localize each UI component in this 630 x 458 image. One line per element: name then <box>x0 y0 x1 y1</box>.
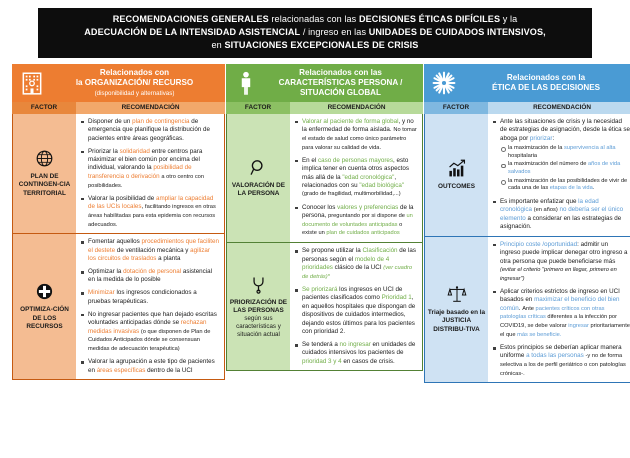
org-factor-header: FACTOR <box>12 102 76 114</box>
recommendation-cell-valoracion-persona <box>290 114 423 242</box>
factor-cell-outcomes <box>424 114 488 236</box>
factor-label: PLAN DE CONTINGEN-CIA TERRITORIAL <box>18 173 71 197</box>
title-line3-b: SITUACIONES EXCEPCIONALES DE CRISIS <box>224 39 419 50</box>
column-header-ethics <box>424 64 630 102</box>
factor-sublabel: según sus características y situación actual <box>236 315 281 338</box>
person-factor-header: FACTOR <box>226 102 290 114</box>
factor-cell-optimizacion-recursos <box>12 234 76 379</box>
list-item: la maximización de la supervivencia al alta hospitalaria <box>500 145 630 160</box>
list-item: Fomentar aquellos procedimientos que faciliten el destete de ventilación mecánica y agilizar los circuitos de traslados a planta <box>80 238 219 263</box>
column-header-ethics-text <box>461 73 630 93</box>
hospital-building-icon <box>15 66 49 100</box>
factor-label: VALORACIÓN DE LA PERSONA <box>231 181 286 197</box>
ethics-header-line2: ÉTICA DE LAS DECISIONES <box>491 82 601 92</box>
recommendation-cell-optimizacion-recursos <box>76 234 225 379</box>
stethoscope-icon <box>249 275 268 294</box>
column-ethics <box>424 64 630 384</box>
list-item: Disponer de un plan de contingencia de emergencia que planifique la distribución de pacientes entre áreas geográficas. <box>80 118 219 143</box>
list-item: En el caso de personas mayores, esto implica tener en cuenta otros aspectos más allá de la "edad cronológica", relacionados con su "edad biológica" (grado de fragilidad, multimorbilidad,...) <box>294 157 417 199</box>
medical-cross-icon <box>35 282 54 301</box>
starburst-icon <box>427 66 461 100</box>
title-line-1 <box>46 13 584 26</box>
list-item: Minimizar los ingresos condicionados a pruebas terapéuticas. <box>80 289 219 306</box>
factor-label: PRIORIZACIÓN DE LAS PERSONAS <box>229 298 288 314</box>
title-line-2 <box>46 26 584 39</box>
list-item: la maximización del número de años de vida salvados <box>500 161 630 176</box>
list-item: Optimizar la dotación de personal asistencial en la medida de lo posible <box>80 268 219 285</box>
list-item: Se priorizará los ingresos en UCI de pacientes clasificados como Prioridad 1, en aquellos hospitales que dispongan de dispositivos de cuidados intermedios, dejando estos últimos para los pacientes con prioridad 2. <box>294 286 417 337</box>
ethics-header-line1: Relacionados con la <box>506 72 586 82</box>
person-header-line1: Relacionados con las <box>299 67 382 77</box>
recommendations-table-page <box>0 8 630 458</box>
factor-cell-priorizacion-personas <box>226 243 290 370</box>
title-line3-a: en <box>211 39 225 50</box>
title-line2-a: ADECUACIÓN DE LA INTENSIDAD ASISTENCIAL <box>84 26 301 37</box>
subheader-person <box>226 102 423 114</box>
list-item: Aplicar criterios estrictos de ingreso en UCI basados en maximizar el beneficio del bien común. Ante pacientes críticos con otras patologías críticas diferentes a la infección por COVID19, se debe valorar ingresar prioritariamente el que más se beneficie. <box>492 288 630 340</box>
recommendation-cell-outcomes <box>488 114 630 236</box>
column-organization <box>12 64 225 384</box>
table-row <box>226 114 423 243</box>
title-line1-c: DECISIONES ÉTICAS DIFÍCILES <box>358 14 501 24</box>
title-line1-d: y la <box>500 14 518 24</box>
title-line-3 <box>46 39 584 52</box>
title-line1-b: relacionadas con las <box>268 14 359 24</box>
table-row <box>226 243 423 371</box>
title-line2-b: / ingreso en las <box>300 26 369 37</box>
org-header-line1: Relacionados con <box>99 67 170 77</box>
ethics-recommendation-header: RECOMENDACIÓN <box>488 102 630 114</box>
factor-cell-plan-contingencia <box>12 114 76 234</box>
list-item: Valorar la agrupación a este tipo de pacientes en áreas específicas dentro de la UCI <box>80 358 219 375</box>
title-line1-a: RECOMENDACIONES GENERALES <box>112 14 269 24</box>
factor-label: OPTIMIZA-CIÓN DE LOS RECURSOS <box>20 306 69 330</box>
magnifier-icon <box>249 158 268 177</box>
person-recommendation-header: RECOMENDACIÓN <box>290 102 423 114</box>
list-item: Ante las situaciones de crisis y la necesidad de estrategias de asignación, desde la ética se aboga por priorizar: la maximización de la supervivencia al alta hospitalaria la maximización del número de años de vida salvados la maximización de las posibilidades de vivir de cada una de las etapas de la vida. <box>492 118 630 193</box>
table-row <box>424 114 630 237</box>
page-title <box>38 8 592 58</box>
list-item: la maximización de las posibilidades de vivir de cada una de las etapas de la vida. <box>500 178 630 193</box>
recommendation-cell-plan-contingencia <box>76 114 225 234</box>
column-header-organization <box>12 64 225 102</box>
globe-icon <box>35 149 54 168</box>
column-person <box>226 64 423 384</box>
list-item: Valorar al paciente de forma global, y no la enfermedad de forma aislada. No tomar el estado de salud como único parámetro para valorar su calidad de vida. <box>294 118 417 153</box>
list-item: Conocer los valores y preferencias de la persona, preguntando por si dispone de un documento de voluntades anticipadas o existe un plan de cuidados anticipados <box>294 204 417 239</box>
column-header-person-text <box>263 68 420 98</box>
factor-label: Triaje basado en la JUSTICIA DISTRIBU-TIVA <box>427 309 486 333</box>
list-item: Estos principios se deberían aplicar manera uniforme a todas las personas -y no de forma selectiva a los de perfil geriátrico o con patologías crónicas-. <box>492 344 630 379</box>
list-item: Valorar la posibilidad de ampliar la capacidad de las UCIs locales, facilitando ingresos en otras áreas habilitadas para esta epidemia con recursos adecuados. <box>80 195 219 230</box>
bar-chart-growth-icon <box>447 159 467 178</box>
factor-cell-justicia-distributiva <box>424 237 488 383</box>
table-row <box>12 114 225 235</box>
factor-cell-valoracion-persona <box>226 114 290 242</box>
list-item: Se tenderá a no ingresar en unidades de cuidados intensivos los pacientes de prioridad 3 y 4 en casos de crisis. <box>294 341 417 366</box>
ethics-factor-header: FACTOR <box>424 102 488 114</box>
factor-label: OUTCOMES <box>438 182 475 190</box>
org-header-sub: (disponibilidad y alternativas) <box>94 89 175 97</box>
scales-justice-icon <box>447 285 467 304</box>
list-item: Principio coste /oportunidad: admitir un ingreso puede implicar denegar otro ingreso a otra persona que puede beneficiarse más (evitar el criterio "primero en llegar, primero en ingresar") <box>492 241 630 284</box>
list-item: Es importante enfatizar que la edad cronológica (en años) no debería ser el único elemento a considerar en las estrategias de asignación. <box>492 198 630 232</box>
recommendation-cell-justicia-distributiva <box>488 237 630 383</box>
table-row <box>12 234 225 380</box>
recommendations-grid <box>12 64 630 384</box>
subheader-ethics <box>424 102 630 114</box>
list-item: Se propone utilizar la Clasificación de las personas según el modelo de 4 prioridades clásico de la UCI (ver cuadro de detrás)* <box>294 247 417 281</box>
subheader-organization <box>12 102 225 114</box>
column-header-organization-text <box>49 68 222 98</box>
org-recommendation-header: RECOMENDACIÓN <box>76 102 225 114</box>
table-row <box>424 237 630 384</box>
list-item: No ingresar pacientes que han dejado escritas voluntades anticipadas dónde se rechazan medidas invasivas (o que disponen de Plan de Cuidados Anticipados dónde se consensuan medidas de adecuación terapéutica) <box>80 311 219 354</box>
org-header-line2: la ORGANIZACIÓN/ RECURSO <box>75 77 194 87</box>
column-header-person <box>226 64 423 102</box>
person-figure-icon <box>229 66 263 100</box>
person-header-line2: CARACTERÍSTICAS PERSONA / SITUACIÓN GLOBAL <box>278 77 403 97</box>
recommendation-cell-priorizacion-personas <box>290 243 423 370</box>
list-item: Priorizar la solidaridad entre centros para máximizar el bien común por encima del individual, valorando la posibilidad de transferencia o derivación a otro centro con posibilidades. <box>80 148 219 191</box>
title-line2-c: UNIDADES DE CUIDADOS INTENSIVOS, <box>368 26 546 37</box>
